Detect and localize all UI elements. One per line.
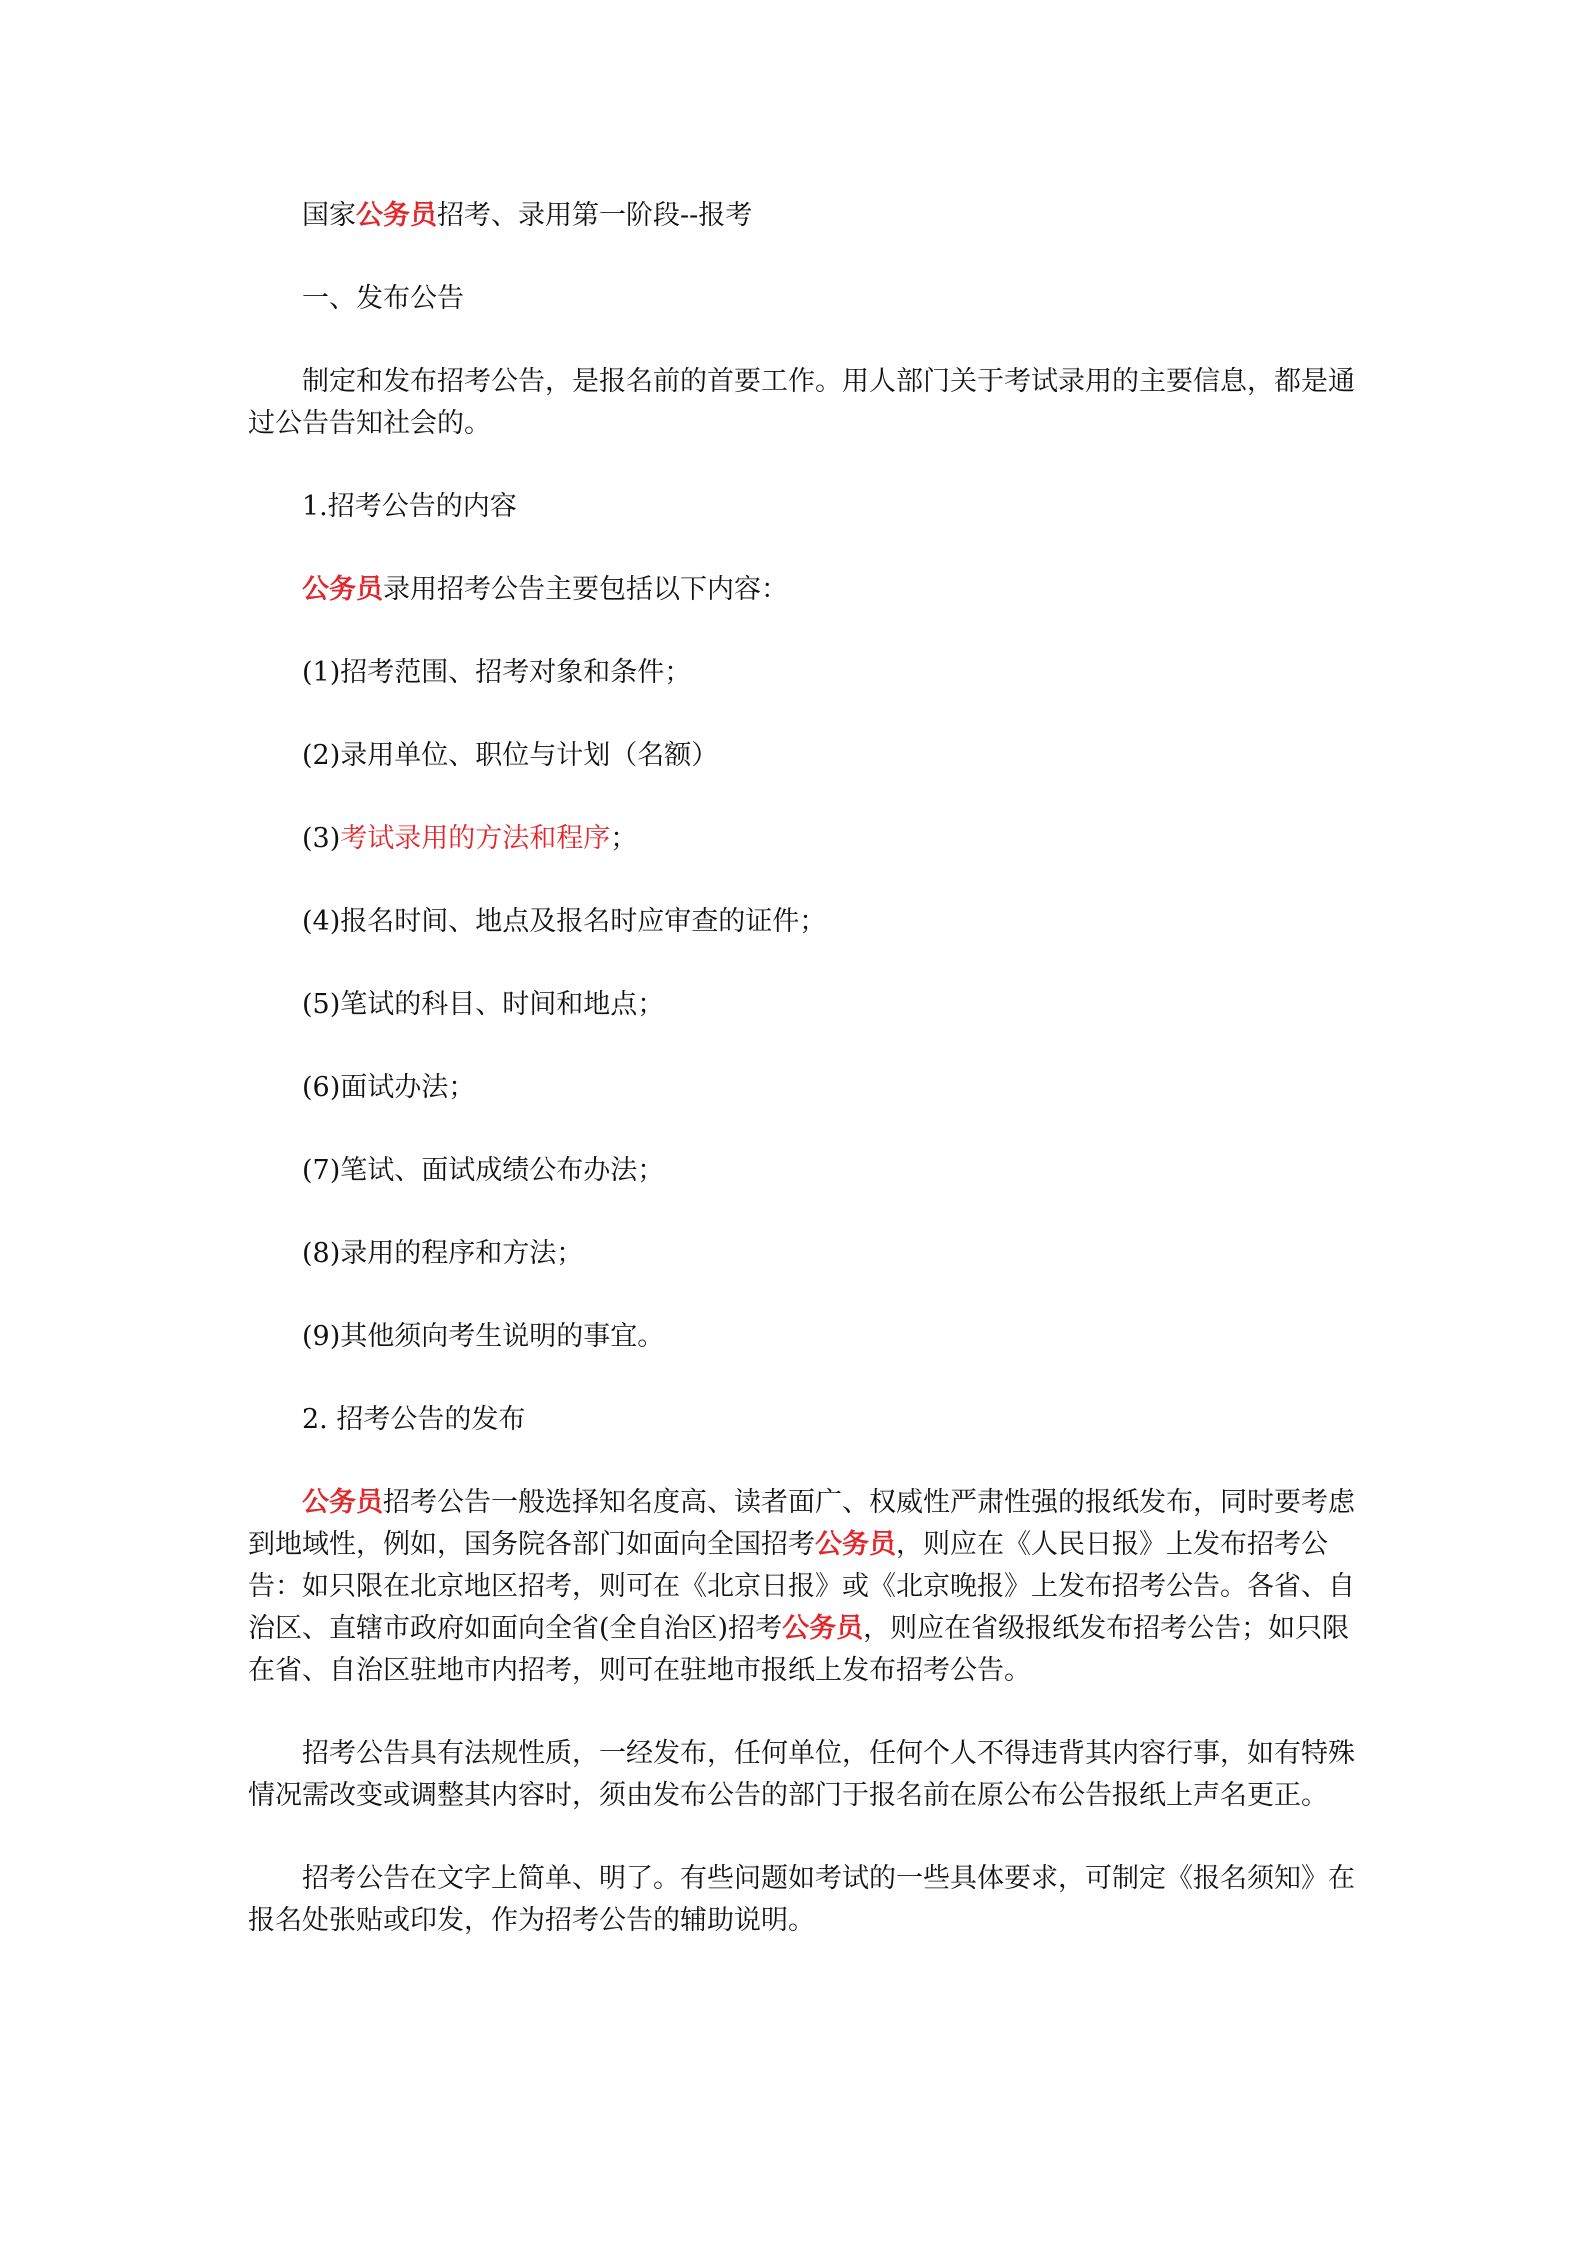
- simple-paragraph: 招考公告在文字上简单、明了。有些问题如考试的一些具体要求，可制定《报名须知》在报名处张贴或印发，作为招考公告的辅助说明。: [248, 1863, 1355, 1936]
- list-item-text: 笔试的科目、时间和地点；: [340, 989, 665, 1020]
- list-item-text: 报名时间、地点及报名时应审查的证件；: [340, 906, 827, 937]
- publish-text: ，则应在省级报纸发布招考公告；如只限在省、自治区驻地市内招考，则可在驻地市报纸上发布招考公告。: [248, 1613, 1350, 1686]
- list-item-text: 录用单位、职位与计划（名额）: [340, 740, 719, 771]
- subsection-heading-1: 1.招考公告的内容: [302, 491, 517, 522]
- lead-rest: 录用招考公告主要包括以下内容：: [383, 574, 788, 605]
- publish-text: 招考公告一般选择知名度高、读者面广、权威性严肃性强的报纸发布，同时要考虑到地域性，例如，国务院各部门如面向全国招考: [248, 1487, 1355, 1560]
- list-item: [248, 735, 1358, 777]
- list-item: [248, 984, 1358, 1026]
- section-heading-1: 一、发布公告: [302, 283, 464, 314]
- list-item-number: (6): [302, 1072, 341, 1103]
- list-item: [248, 1316, 1358, 1358]
- title-suffix: 招考、录用第一阶段--报考: [437, 200, 753, 231]
- list-item: [248, 1233, 1358, 1275]
- list-item: [248, 901, 1358, 943]
- list-item-text: 招考范围、招考对象和条件；: [340, 657, 692, 688]
- list-item-text: 其他须向考生说明的事宜。: [340, 1321, 665, 1352]
- list-item-number: (5): [302, 989, 341, 1020]
- lead-highlight-link[interactable]: 公务员: [302, 574, 383, 605]
- list-item-number: (1): [302, 657, 341, 688]
- list-item-number: (2): [302, 740, 341, 771]
- subsection-heading-2: 2. 招考公告的发布: [302, 1404, 526, 1435]
- list-item: [248, 818, 1358, 860]
- publish-text: ，则应在《人民日报》上发布招考公告：如只限在北京地区招考，则可在《北京日报》或《北京晚报》上发布招考公告。各省、自治区、直辖市政府如面向全省(全自治区)招考: [248, 1529, 1355, 1644]
- list-item-number: (3): [302, 823, 341, 854]
- content-lead-paragraph: [248, 569, 1358, 611]
- list-item-text: 面试办法；: [340, 1072, 476, 1103]
- intro-paragraph: 制定和发布招考公告，是报名前的首要工作。用人部门关于考试录用的主要信息，都是通过公告告知社会的。: [248, 366, 1355, 439]
- list-item-text: 笔试、面试成绩公布办法；: [340, 1155, 665, 1186]
- publish-highlight-link[interactable]: 公务员: [302, 1487, 383, 1518]
- list-item-number: (9): [302, 1321, 341, 1352]
- list-item-number: (8): [302, 1238, 341, 1269]
- list-item-text: 录用的程序和方法；: [340, 1238, 584, 1269]
- title-highlight-link[interactable]: 公务员: [356, 200, 437, 231]
- list-item-number: (7): [302, 1155, 341, 1186]
- publish-paragraph: [248, 1482, 1358, 1692]
- publish-highlight-link[interactable]: 公务员: [815, 1529, 896, 1560]
- publish-highlight-link[interactable]: 公务员: [782, 1613, 864, 1644]
- list-item: [248, 1067, 1358, 1109]
- list-item-red-link[interactable]: 考试录用的方法和程序: [340, 823, 611, 854]
- document-body: [248, 195, 1358, 1983]
- list-item-text: ；: [610, 823, 638, 854]
- list-item-number: (4): [302, 906, 341, 937]
- legal-paragraph: 招考公告具有法规性质，一经发布，任何单位，任何个人不得违背其内容行事，如有特殊情况需改变或调整其内容时，须由发布公告的部门于报名前在原公布公告报纸上声名更正。: [248, 1738, 1355, 1811]
- document-title: [248, 195, 1358, 237]
- list-item: [248, 1150, 1358, 1192]
- title-prefix: 国家: [302, 200, 356, 231]
- list-item: [248, 652, 1358, 694]
